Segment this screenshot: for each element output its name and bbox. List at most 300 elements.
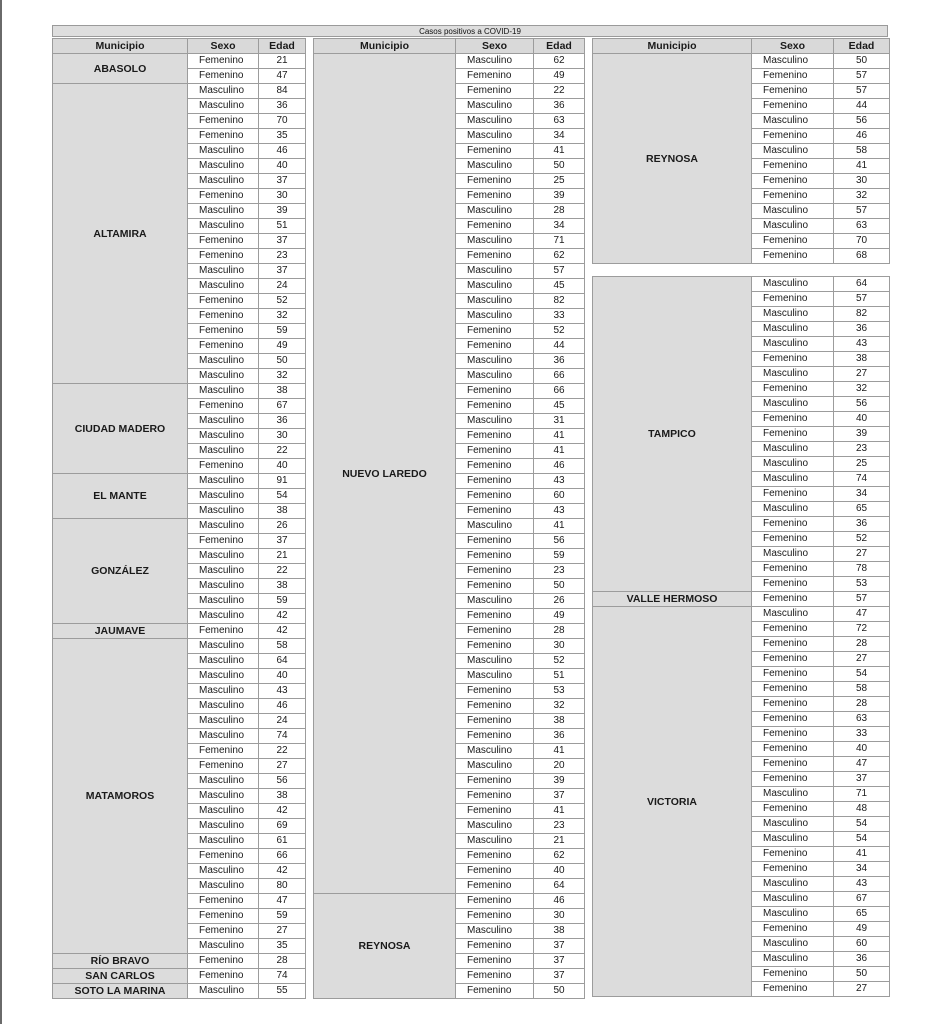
edad-cell: 36 [534,729,585,744]
municipio-cell: GONZÁLEZ [53,519,188,624]
sexo-cell: Masculino [456,99,534,114]
sexo-cell: Femenino [752,69,834,84]
sexo-cell: Femenino [456,69,534,84]
edad-cell: 40 [259,669,306,684]
sexo-cell: Femenino [456,684,534,699]
sexo-cell: Masculino [752,907,834,922]
edad-cell: 28 [534,204,585,219]
edad-cell: 36 [534,354,585,369]
sexo-cell: Femenino [456,339,534,354]
edad-cell: 43 [534,474,585,489]
edad-cell: 50 [259,354,306,369]
sexo-cell: Femenino [456,894,534,909]
sexo-cell: Masculino [456,594,534,609]
edad-cell: 49 [534,69,585,84]
sexo-cell: Femenino [456,729,534,744]
sexo-cell: Femenino [188,534,259,549]
sexo-cell: Masculino [188,519,259,534]
sexo-cell: Masculino [456,204,534,219]
sexo-cell: Femenino [188,129,259,144]
sexo-cell: Femenino [456,429,534,444]
sexo-cell: Femenino [456,189,534,204]
sexo-cell: Masculino [188,684,259,699]
sexo-cell: Masculino [188,984,259,999]
edad-cell: 36 [834,322,890,337]
sexo-cell: Femenino [752,592,834,607]
cases-table [52,38,306,999]
edad-cell: 59 [259,324,306,339]
edad-cell: 42 [259,804,306,819]
edad-cell: 43 [834,337,890,352]
sexo-cell: Masculino [188,504,259,519]
edad-cell: 71 [834,787,890,802]
sexo-cell: Masculino [456,279,534,294]
table-row [53,954,306,969]
edad-cell: 52 [534,324,585,339]
sexo-cell: Femenino [752,682,834,697]
sexo-cell: Femenino [456,714,534,729]
edad-cell: 41 [834,847,890,862]
edad-cell: 22 [259,744,306,759]
edad-cell: 25 [834,457,890,472]
table-row [593,592,890,607]
cases-table [592,276,890,997]
sexo-cell: Femenino [752,637,834,652]
sexo-cell: Masculino [456,414,534,429]
edad-cell: 38 [834,352,890,367]
edad-cell: 39 [534,189,585,204]
edad-cell: 45 [534,279,585,294]
edad-cell: 48 [834,802,890,817]
sexo-cell: Masculino [188,219,259,234]
sexo-cell: Femenino [188,249,259,264]
edad-cell: 38 [534,924,585,939]
edad-cell: 49 [534,609,585,624]
sexo-cell: Masculino [456,114,534,129]
sexo-cell: Femenino [188,399,259,414]
edad-cell: 57 [834,204,890,219]
sexo-cell: Masculino [456,294,534,309]
table-row [53,54,306,69]
edad-cell: 56 [534,534,585,549]
edad-cell: 23 [834,442,890,457]
edad-cell: 32 [259,309,306,324]
sexo-cell: Femenino [456,699,534,714]
sexo-cell: Masculino [456,264,534,279]
edad-cell: 51 [259,219,306,234]
edad-cell: 34 [534,129,585,144]
edad-cell: 40 [534,864,585,879]
edad-cell: 24 [259,279,306,294]
sexo-cell: Masculino [188,549,259,564]
sexo-cell: Femenino [752,802,834,817]
sexo-cell: Masculino [188,699,259,714]
edad-cell: 27 [259,759,306,774]
edad-cell: 40 [259,159,306,174]
edad-cell: 74 [259,729,306,744]
edad-cell: 82 [834,307,890,322]
sexo-cell: Masculino [752,442,834,457]
sexo-cell: Masculino [752,832,834,847]
municipio-cell: ABASOLO [53,54,188,84]
edad-cell: 38 [259,384,306,399]
edad-cell: 42 [259,864,306,879]
edad-cell: 64 [259,654,306,669]
sexo-cell: Masculino [456,924,534,939]
header-edad: Edad [534,39,585,54]
edad-cell: 59 [259,594,306,609]
edad-cell: 65 [834,502,890,517]
sexo-cell: Femenino [752,712,834,727]
sexo-cell: Femenino [752,847,834,862]
sexo-cell: Femenino [456,534,534,549]
edad-cell: 46 [259,699,306,714]
edad-cell: 37 [534,789,585,804]
sexo-cell: Femenino [752,517,834,532]
edad-cell: 41 [834,159,890,174]
sexo-cell: Femenino [456,489,534,504]
edad-cell: 35 [259,129,306,144]
edad-cell: 46 [834,129,890,144]
edad-cell: 32 [534,699,585,714]
sexo-cell: Masculino [188,774,259,789]
sexo-cell: Masculino [752,322,834,337]
sexo-cell: Femenino [188,54,259,69]
sexo-cell: Masculino [188,369,259,384]
edad-cell: 30 [259,189,306,204]
sexo-cell: Femenino [752,84,834,99]
sexo-cell: Femenino [752,697,834,712]
edad-cell: 62 [534,849,585,864]
edad-cell: 22 [259,564,306,579]
edad-cell: 46 [259,144,306,159]
page-left-border [0,0,2,1024]
edad-cell: 30 [534,909,585,924]
sexo-cell: Masculino [188,144,259,159]
edad-cell: 58 [259,639,306,654]
edad-cell: 21 [259,54,306,69]
edad-cell: 65 [834,907,890,922]
sexo-cell: Femenino [752,622,834,637]
edad-cell: 42 [259,609,306,624]
sexo-cell: Femenino [456,174,534,189]
edad-cell: 52 [834,532,890,547]
sexo-cell: Femenino [456,444,534,459]
edad-cell: 36 [834,952,890,967]
sexo-cell: Masculino [752,114,834,129]
edad-cell: 74 [834,472,890,487]
edad-cell: 28 [259,954,306,969]
edad-cell: 60 [534,489,585,504]
sexo-cell: Femenino [188,954,259,969]
table-row [53,984,306,999]
edad-cell: 38 [534,714,585,729]
sexo-cell: Femenino [456,84,534,99]
edad-cell: 53 [834,577,890,592]
edad-cell: 64 [834,277,890,292]
edad-cell: 44 [834,99,890,114]
sexo-cell: Masculino [188,204,259,219]
edad-cell: 28 [534,624,585,639]
sexo-cell: Femenino [752,352,834,367]
edad-cell: 42 [259,624,306,639]
sexo-cell: Masculino [456,354,534,369]
sexo-cell: Femenino [188,324,259,339]
sexo-cell: Masculino [752,547,834,562]
sexo-cell: Masculino [188,489,259,504]
edad-cell: 32 [259,369,306,384]
sexo-cell: Femenino [752,922,834,937]
sexo-cell: Femenino [752,234,834,249]
edad-cell: 27 [259,924,306,939]
sexo-cell: Femenino [188,759,259,774]
edad-cell: 34 [534,219,585,234]
edad-cell: 47 [259,69,306,84]
edad-cell: 27 [834,367,890,382]
table-row [53,519,306,534]
sexo-cell: Masculino [456,834,534,849]
sexo-cell: Masculino [188,879,259,894]
edad-cell: 41 [534,444,585,459]
municipio-cell: REYNOSA [593,54,752,264]
edad-cell: 72 [834,622,890,637]
edad-cell: 39 [534,774,585,789]
sexo-cell: Masculino [188,174,259,189]
table-row [314,894,585,909]
edad-cell: 47 [259,894,306,909]
sexo-cell: Femenino [456,474,534,489]
sexo-cell: Femenino [752,532,834,547]
edad-cell: 31 [534,414,585,429]
sexo-cell: Masculino [188,939,259,954]
sexo-cell: Femenino [752,667,834,682]
edad-cell: 63 [534,114,585,129]
edad-cell: 82 [534,294,585,309]
sexo-cell: Masculino [188,654,259,669]
sexo-cell: Masculino [188,99,259,114]
edad-cell: 37 [259,534,306,549]
sexo-cell: Femenino [188,309,259,324]
edad-cell: 39 [259,204,306,219]
edad-cell: 38 [259,579,306,594]
edad-cell: 66 [534,369,585,384]
sexo-cell: Femenino [456,564,534,579]
sexo-cell: Masculino [752,937,834,952]
edad-cell: 68 [834,249,890,264]
sexo-cell: Femenino [456,249,534,264]
table-row [593,277,890,292]
sexo-cell: Masculino [188,414,259,429]
sexo-cell: Femenino [456,954,534,969]
edad-cell: 26 [534,594,585,609]
edad-cell: 59 [534,549,585,564]
edad-cell: 47 [834,757,890,772]
edad-cell: 26 [259,519,306,534]
edad-cell: 50 [534,984,585,999]
municipio-cell: REYNOSA [314,894,456,999]
edad-cell: 37 [534,939,585,954]
sexo-cell: Femenino [188,339,259,354]
edad-cell: 59 [259,909,306,924]
sexo-cell: Femenino [456,219,534,234]
edad-cell: 37 [259,234,306,249]
edad-cell: 28 [834,697,890,712]
cases-table [592,38,890,264]
edad-cell: 57 [534,264,585,279]
sexo-cell: Femenino [188,459,259,474]
edad-cell: 54 [834,832,890,847]
edad-cell: 37 [534,954,585,969]
sexo-cell: Masculino [456,234,534,249]
sexo-cell: Femenino [188,744,259,759]
table-title: Casos positivos a COVID-19 [52,25,888,37]
table-row [593,54,890,69]
sexo-cell: Femenino [752,727,834,742]
sexo-cell: Femenino [188,894,259,909]
edad-cell: 66 [259,849,306,864]
edad-cell: 61 [259,834,306,849]
edad-cell: 57 [834,84,890,99]
sexo-cell: Femenino [752,652,834,667]
sexo-cell: Femenino [188,189,259,204]
edad-cell: 27 [834,982,890,997]
sexo-cell: Masculino [752,502,834,517]
sexo-cell: Femenino [456,624,534,639]
edad-cell: 71 [534,234,585,249]
sexo-cell: Masculino [752,787,834,802]
sexo-cell: Femenino [752,562,834,577]
sexo-cell: Femenino [752,742,834,757]
edad-cell: 21 [259,549,306,564]
header-row [314,39,585,54]
sexo-cell: Masculino [188,579,259,594]
sexo-cell: Femenino [456,864,534,879]
sexo-cell: Masculino [752,204,834,219]
sexo-cell: Masculino [752,397,834,412]
edad-cell: 70 [834,234,890,249]
edad-cell: 36 [259,99,306,114]
sexo-cell: Masculino [752,337,834,352]
sexo-cell: Masculino [188,594,259,609]
table-row [593,607,890,622]
edad-cell: 56 [834,397,890,412]
edad-cell: 54 [834,817,890,832]
edad-cell: 34 [834,862,890,877]
edad-cell: 70 [259,114,306,129]
sexo-cell: Femenino [752,174,834,189]
sexo-cell: Femenino [188,624,259,639]
sexo-cell: Masculino [188,354,259,369]
edad-cell: 62 [534,54,585,69]
header-edad: Edad [834,39,890,54]
edad-cell: 35 [259,939,306,954]
edad-cell: 40 [834,412,890,427]
sexo-cell: Masculino [752,817,834,832]
sexo-cell: Masculino [188,804,259,819]
sexo-cell: Masculino [456,819,534,834]
edad-cell: 27 [834,547,890,562]
edad-cell: 63 [834,712,890,727]
edad-cell: 57 [834,592,890,607]
sexo-cell: Masculino [752,457,834,472]
sexo-cell: Masculino [188,609,259,624]
sexo-cell: Femenino [188,849,259,864]
edad-cell: 41 [534,804,585,819]
sexo-cell: Femenino [752,967,834,982]
edad-cell: 37 [534,969,585,984]
sexo-cell: Femenino [456,579,534,594]
edad-cell: 84 [259,84,306,99]
sexo-cell: Masculino [188,789,259,804]
sexo-cell: Femenino [752,982,834,997]
edad-cell: 23 [534,819,585,834]
edad-cell: 27 [834,652,890,667]
sexo-cell: Masculino [752,367,834,382]
sexo-cell: Masculino [188,159,259,174]
edad-cell: 33 [534,309,585,324]
sexo-cell: Femenino [752,189,834,204]
edad-cell: 50 [534,159,585,174]
edad-cell: 46 [534,459,585,474]
sexo-cell: Masculino [188,729,259,744]
sexo-cell: Masculino [188,384,259,399]
sexo-cell: Masculino [188,714,259,729]
sexo-cell: Femenino [456,879,534,894]
sexo-cell: Masculino [188,444,259,459]
sexo-cell: Femenino [188,294,259,309]
header-row [593,39,890,54]
sexo-cell: Masculino [752,892,834,907]
sexo-cell: Masculino [752,54,834,69]
table-row [53,474,306,489]
sexo-cell: Femenino [456,969,534,984]
edad-cell: 57 [834,69,890,84]
edad-cell: 58 [834,144,890,159]
edad-cell: 50 [834,967,890,982]
sexo-cell: Femenino [752,382,834,397]
sexo-cell: Femenino [456,549,534,564]
sexo-cell: Masculino [752,144,834,159]
edad-cell: 49 [259,339,306,354]
sexo-cell: Masculino [456,159,534,174]
edad-cell: 46 [534,894,585,909]
sexo-cell: Femenino [456,459,534,474]
header-sexo: Sexo [456,39,534,54]
edad-cell: 47 [834,607,890,622]
sexo-cell: Femenino [752,577,834,592]
header-row [53,39,306,54]
edad-cell: 38 [259,789,306,804]
edad-cell: 22 [259,444,306,459]
municipio-cell: JAUMAVE [53,624,188,639]
edad-cell: 54 [259,489,306,504]
sexo-cell: Femenino [456,609,534,624]
municipio-cell: VICTORIA [593,607,752,997]
edad-cell: 80 [259,879,306,894]
edad-cell: 30 [259,429,306,444]
sexo-cell: Masculino [188,264,259,279]
municipio-cell: TAMPICO [593,277,752,592]
header-sexo: Sexo [752,39,834,54]
edad-cell: 21 [534,834,585,849]
sexo-cell: Femenino [456,384,534,399]
municipio-cell: CIUDAD MADERO [53,384,188,474]
edad-cell: 43 [834,877,890,892]
sexo-cell: Femenino [188,69,259,84]
sexo-cell: Masculino [188,864,259,879]
sexo-cell: Masculino [456,309,534,324]
sexo-cell: Femenino [456,789,534,804]
